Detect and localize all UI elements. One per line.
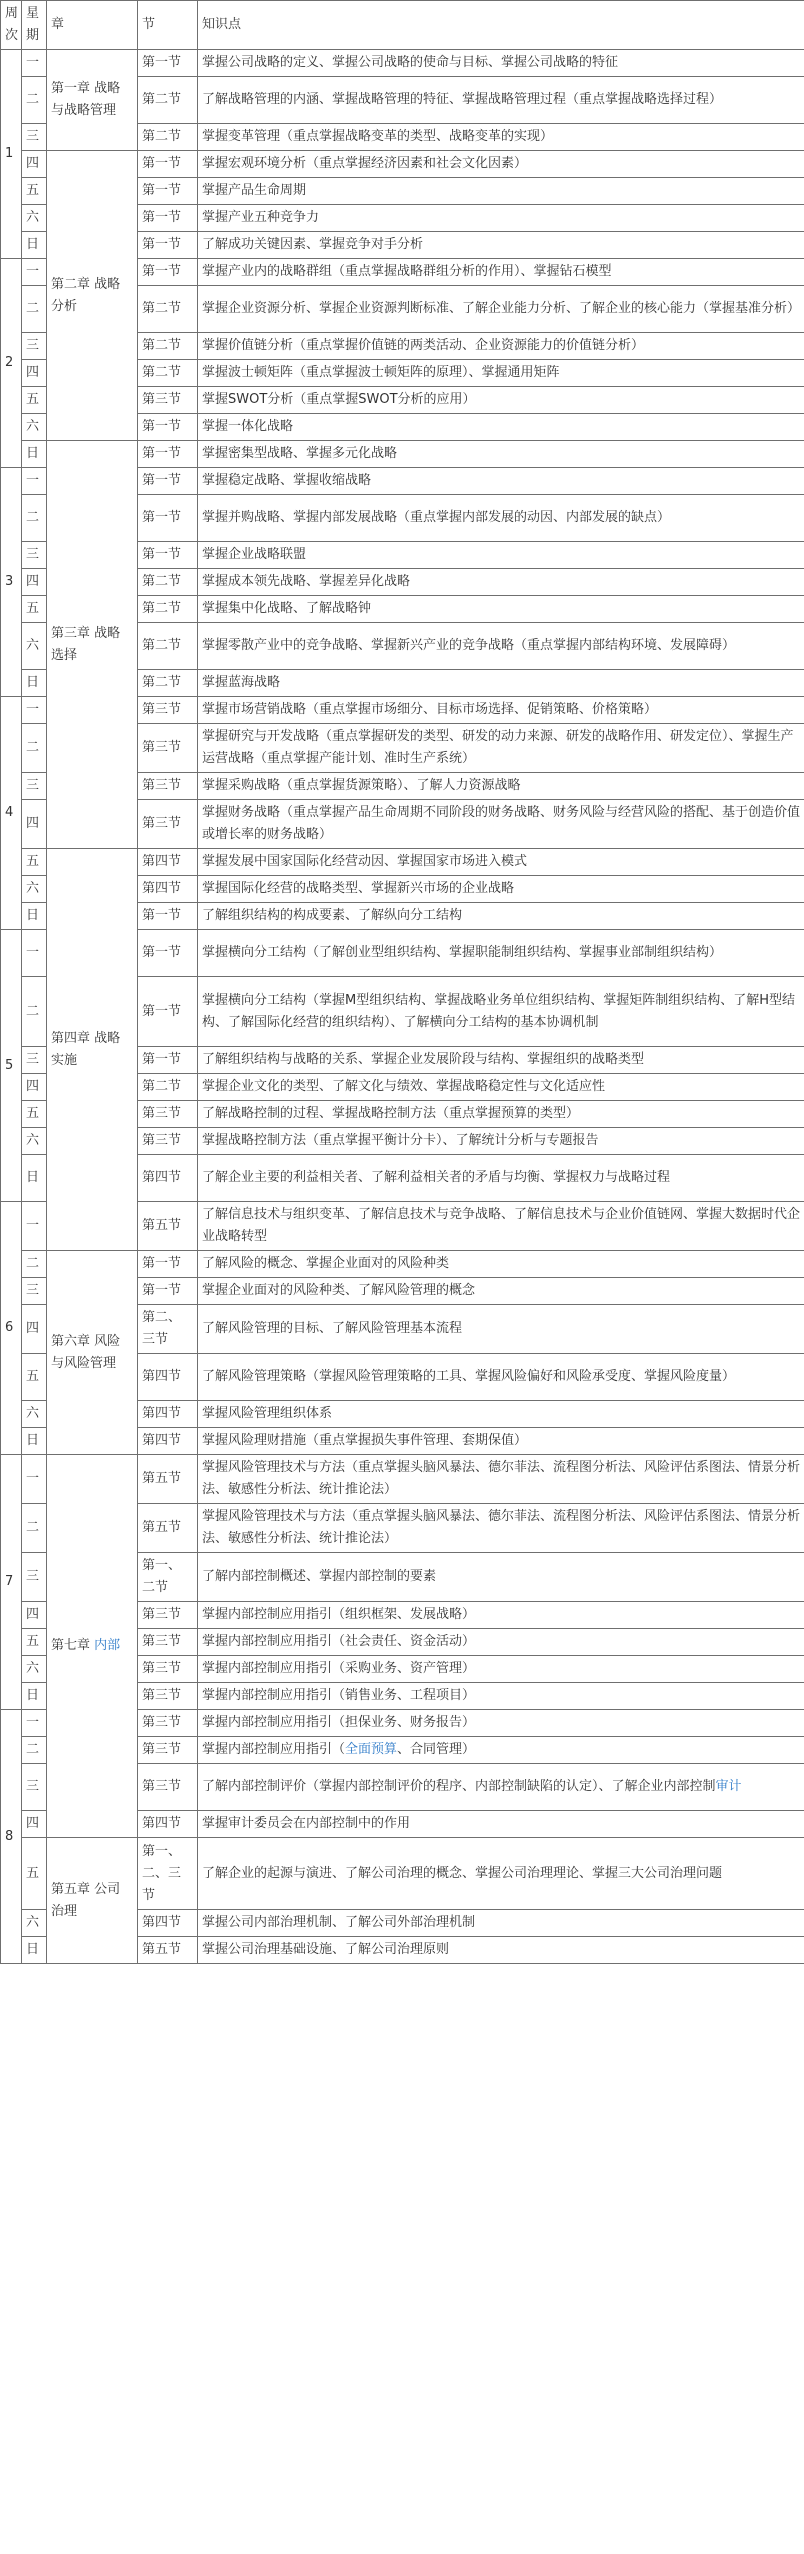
knowledge-cell: 掌握风险管理技术与方法（重点掌握头脑风暴法、德尔菲法、流程图分析法、风险评估系图法、情景分析法、敏感性分析法、统计推论法） [198, 1455, 804, 1504]
knowledge-cell: 掌握横向分工结构（了解创业型组织结构、掌握职能制组织结构、掌握事业部制组织结构） [198, 930, 804, 977]
knowledge-cell: 掌握国际化经营的战略类型、掌握新兴市场的企业战略 [198, 876, 804, 903]
knowledge-cell: 了解信息技术与组织变革、了解信息技术与竞争战略、了解信息技术与企业价值链网、掌握大数据时代企业战略转型 [198, 1202, 804, 1251]
section-cell: 第二节 [138, 286, 198, 333]
chapter-cell: 第一章 战略与战略管理 [47, 50, 138, 151]
day-cell: 五 [22, 1101, 47, 1128]
day-cell: 二 [22, 77, 47, 124]
day-cell: 日 [22, 670, 47, 697]
knowledge-text: 掌握内部控制应用指引（ [202, 1742, 346, 1757]
knowledge-cell: 掌握公司内部治理机制、了解公司外部治理机制 [198, 1910, 804, 1937]
day-cell: 日 [22, 1937, 47, 1964]
knowledge-cell: 掌握内部控制应用指引（社会责任、资金活动） [198, 1629, 804, 1656]
day-cell: 一 [22, 1710, 47, 1737]
section-cell: 第四节 [138, 1354, 198, 1401]
section-cell: 第二节 [138, 360, 198, 387]
section-cell: 第二节 [138, 596, 198, 623]
knowledge-cell: 掌握产业五种竞争力 [198, 205, 804, 232]
day-cell: 三 [22, 1764, 47, 1811]
chapter-cell: 第三章 战略选择 [47, 441, 138, 849]
section-cell: 第三节 [138, 1602, 198, 1629]
day-cell: 六 [22, 1910, 47, 1937]
section-cell: 第三节 [138, 697, 198, 724]
day-cell: 六 [22, 1401, 47, 1428]
knowledge-cell: 掌握稳定战略、掌握收缩战略 [198, 468, 804, 495]
day-cell: 二 [22, 1737, 47, 1764]
section-cell: 第二节 [138, 333, 198, 360]
chapter-cell: 第四章 战略实施 [47, 849, 138, 1251]
knowledge-cell: 掌握企业资源分析、掌握企业资源判断标准、了解企业能力分析、了解企业的核心能力（掌握基准分析） [198, 286, 804, 333]
knowledge-cell: 掌握风险管理组织体系 [198, 1401, 804, 1428]
knowledge-cell: 掌握一体化战略 [198, 414, 804, 441]
section-cell: 第三节 [138, 773, 198, 800]
section-cell: 第一节 [138, 151, 198, 178]
section-cell: 第五节 [138, 1202, 198, 1251]
day-cell: 日 [22, 1155, 47, 1202]
section-cell: 第一、二、三节 [138, 1838, 198, 1910]
knowledge-cell: 掌握价值链分析（重点掌握价值链的两类活动、企业资源能力的价值链分析） [198, 333, 804, 360]
chapter-link[interactable]: 内部 [94, 1638, 121, 1653]
chapter-cell: 第二章 战略分析 [47, 151, 138, 441]
knowledge-cell: 掌握研究与开发战略（重点掌握研发的类型、研发的动力来源、研发的战略作用、研发定位）、掌握生产运营战略（重点掌握产能计划、准时生产系统） [198, 724, 804, 773]
day-cell: 五 [22, 849, 47, 876]
section-cell: 第五节 [138, 1455, 198, 1504]
section-cell: 第一节 [138, 542, 198, 569]
header-week: 周次 [1, 1, 22, 50]
day-cell: 日 [22, 1683, 47, 1710]
section-cell: 第三节 [138, 387, 198, 414]
knowledge-cell: 掌握蓝海战略 [198, 670, 804, 697]
table-row [1, 151, 804, 178]
day-cell: 三 [22, 1553, 47, 1602]
section-cell: 第一节 [138, 205, 198, 232]
day-cell: 六 [22, 205, 47, 232]
knowledge-cell: 掌握内部控制应用指引（担保业务、财务报告） [198, 1710, 804, 1737]
knowledge-cell: 掌握内部控制应用指引（组织框架、发展战略） [198, 1602, 804, 1629]
section-cell: 第三节 [138, 1128, 198, 1155]
knowledge-cell: 掌握宏观环境分析（重点掌握经济因素和社会文化因素） [198, 151, 804, 178]
section-cell: 第四节 [138, 1811, 198, 1838]
week-cell: 2 [1, 259, 22, 468]
day-cell: 二 [22, 286, 47, 333]
knowledge-cell: 了解风险的概念、掌握企业面对的风险种类 [198, 1251, 804, 1278]
table-row [1, 1251, 804, 1278]
day-cell: 四 [22, 151, 47, 178]
knowledge-cell: 了解战略管理的内涵、掌握战略管理的特征、掌握战略管理过程（重点掌握战略选择过程） [198, 77, 804, 124]
knowledge-text: 、合同管理） [397, 1742, 476, 1757]
day-cell: 五 [22, 1838, 47, 1910]
day-cell: 日 [22, 1428, 47, 1455]
chapter-label: 第七章 [51, 1638, 95, 1653]
section-cell: 第一节 [138, 1047, 198, 1074]
section-cell: 第二节 [138, 77, 198, 124]
section-cell: 第二节 [138, 1074, 198, 1101]
day-cell: 三 [22, 1278, 47, 1305]
week-cell: 1 [1, 50, 22, 259]
section-cell: 第二节 [138, 623, 198, 670]
knowledge-cell: 掌握风险理财措施（重点掌握损失事件管理、套期保值） [198, 1428, 804, 1455]
header-section: 节 [138, 1, 198, 50]
section-cell: 第四节 [138, 1401, 198, 1428]
knowledge-cell: 掌握审计委员会在内部控制中的作用 [198, 1811, 804, 1838]
day-cell: 四 [22, 1602, 47, 1629]
header-chapter: 章 [47, 1, 138, 50]
knowledge-cell: 掌握企业文化的类型、了解文化与绩效、掌握战略稳定性与文化适应性 [198, 1074, 804, 1101]
day-cell: 四 [22, 1074, 47, 1101]
knowledge-cell: 掌握变革管理（重点掌握战略变革的类型、战略变革的实现） [198, 124, 804, 151]
day-cell: 一 [22, 259, 47, 286]
day-cell: 一 [22, 468, 47, 495]
header-row [1, 1, 804, 50]
knowledge-cell [198, 1764, 804, 1811]
week-cell: 5 [1, 930, 22, 1202]
knowledge-cell: 了解战略控制的过程、掌握战略控制方法（重点掌握预算的类型） [198, 1101, 804, 1128]
chapter-cell [47, 1455, 138, 1838]
knowledge-cell: 掌握SWOT分析（重点掌握SWOT分析的应用） [198, 387, 804, 414]
knowledge-cell: 掌握密集型战略、掌握多元化战略 [198, 441, 804, 468]
day-cell: 二 [22, 1251, 47, 1278]
day-cell: 三 [22, 333, 47, 360]
section-cell: 第二节 [138, 670, 198, 697]
knowledge-cell: 了解组织结构的构成要素、了解纵向分工结构 [198, 903, 804, 930]
header-day: 星期 [22, 1, 47, 50]
week-cell: 7 [1, 1455, 22, 1710]
section-cell: 第四节 [138, 1155, 198, 1202]
section-cell: 第三节 [138, 1101, 198, 1128]
knowledge-link[interactable]: 审计 [715, 1779, 742, 1794]
section-cell: 第三节 [138, 800, 198, 849]
section-cell: 第一节 [138, 930, 198, 977]
day-cell: 一 [22, 930, 47, 977]
day-cell: 四 [22, 360, 47, 387]
day-cell: 五 [22, 596, 47, 623]
table-row [1, 849, 804, 876]
week-cell: 6 [1, 1202, 22, 1455]
knowledge-cell: 掌握集中化战略、了解战略钟 [198, 596, 804, 623]
knowledge-cell: 掌握内部控制应用指引（销售业务、工程项目） [198, 1683, 804, 1710]
section-cell: 第二节 [138, 569, 198, 596]
section-cell: 第三节 [138, 724, 198, 773]
day-cell: 五 [22, 1354, 47, 1401]
section-cell: 第三节 [138, 1629, 198, 1656]
section-cell: 第三节 [138, 1764, 198, 1811]
knowledge-cell: 掌握产业内的战略群组（重点掌握战略群组分析的作用）、掌握钻石模型 [198, 259, 804, 286]
day-cell: 六 [22, 876, 47, 903]
day-cell: 三 [22, 1047, 47, 1074]
section-cell: 第三节 [138, 1710, 198, 1737]
week-cell: 8 [1, 1710, 22, 1964]
day-cell: 二 [22, 977, 47, 1047]
section-cell: 第一节 [138, 903, 198, 930]
section-cell: 第三节 [138, 1683, 198, 1710]
knowledge-cell: 了解风险管理的目标、了解风险管理基本流程 [198, 1305, 804, 1354]
knowledge-link[interactable]: 全面预算 [345, 1742, 398, 1757]
day-cell: 一 [22, 1202, 47, 1251]
section-cell: 第一、二节 [138, 1553, 198, 1602]
knowledge-cell: 了解成功关键因素、掌握竞争对手分析 [198, 232, 804, 259]
section-cell: 第五节 [138, 1504, 198, 1553]
knowledge-cell: 了解内部控制概述、掌握内部控制的要素 [198, 1553, 804, 1602]
section-cell: 第四节 [138, 876, 198, 903]
knowledge-cell: 掌握企业战略联盟 [198, 542, 804, 569]
day-cell: 日 [22, 232, 47, 259]
section-cell: 第一节 [138, 495, 198, 542]
knowledge-cell: 了解风险管理策略（掌握风险管理策略的工具、掌握风险偏好和风险承受度、掌握风险度量） [198, 1354, 804, 1401]
day-cell: 一 [22, 1455, 47, 1504]
table-row [1, 1838, 804, 1910]
knowledge-cell: 掌握横向分工结构（掌握M型组织结构、掌握战略业务单位组织结构、掌握矩阵制组织结构、了解H型结构、了解国际化经营的组织结构）、了解横向分工结构的基本协调机制 [198, 977, 804, 1047]
day-cell: 一 [22, 50, 47, 77]
day-cell: 四 [22, 1811, 47, 1838]
day-cell: 二 [22, 724, 47, 773]
day-cell: 日 [22, 903, 47, 930]
knowledge-cell: 掌握财务战略（重点掌握产品生命周期不同阶段的财务战略、财务风险与经营风险的搭配、基于创造价值或增长率的财务战略） [198, 800, 804, 849]
chapter-cell: 第五章 公司治理 [47, 1838, 138, 1964]
section-cell: 第四节 [138, 1428, 198, 1455]
table-row [1, 441, 804, 468]
table-row [1, 1455, 804, 1504]
section-cell: 第五节 [138, 1937, 198, 1964]
knowledge-cell: 掌握公司治理基础设施、了解公司治理原则 [198, 1937, 804, 1964]
section-cell: 第一节 [138, 468, 198, 495]
section-cell: 第一节 [138, 50, 198, 77]
day-cell: 一 [22, 697, 47, 724]
day-cell: 五 [22, 178, 47, 205]
table-body [1, 50, 804, 1964]
day-cell: 四 [22, 800, 47, 849]
knowledge-cell [198, 1737, 804, 1764]
knowledge-cell: 掌握内部控制应用指引（采购业务、资产管理） [198, 1656, 804, 1683]
section-cell: 第一节 [138, 259, 198, 286]
knowledge-cell: 掌握公司战略的定义、掌握公司战略的使命与目标、掌握公司战略的特征 [198, 50, 804, 77]
day-cell: 四 [22, 569, 47, 596]
day-cell: 六 [22, 623, 47, 670]
section-cell: 第二、三节 [138, 1305, 198, 1354]
header-knowledge: 知识点 [198, 1, 804, 50]
knowledge-cell: 掌握企业面对的风险种类、了解风险管理的概念 [198, 1278, 804, 1305]
knowledge-cell: 掌握产品生命周期 [198, 178, 804, 205]
chapter-cell: 第六章 风险与风险管理 [47, 1251, 138, 1455]
day-cell: 三 [22, 773, 47, 800]
day-cell: 四 [22, 1305, 47, 1354]
day-cell: 三 [22, 124, 47, 151]
section-cell: 第二节 [138, 124, 198, 151]
day-cell: 日 [22, 441, 47, 468]
knowledge-cell: 了解企业的起源与演进、了解公司治理的概念、掌握公司治理理论、掌握三大公司治理问题 [198, 1838, 804, 1910]
knowledge-cell: 掌握发展中国家国际化经营动因、掌握国家市场进入模式 [198, 849, 804, 876]
section-cell: 第四节 [138, 1910, 198, 1937]
table-row [1, 50, 804, 77]
day-cell: 二 [22, 495, 47, 542]
section-cell: 第一节 [138, 414, 198, 441]
section-cell: 第一节 [138, 232, 198, 259]
section-cell: 第一节 [138, 977, 198, 1047]
day-cell: 六 [22, 1656, 47, 1683]
day-cell: 二 [22, 1504, 47, 1553]
week-cell: 3 [1, 468, 22, 697]
section-cell: 第三节 [138, 1656, 198, 1683]
section-cell: 第一节 [138, 1251, 198, 1278]
day-cell: 五 [22, 387, 47, 414]
day-cell: 六 [22, 414, 47, 441]
knowledge-cell: 掌握战略控制方法（重点掌握平衡计分卡）、了解统计分析与专题报告 [198, 1128, 804, 1155]
section-cell: 第四节 [138, 849, 198, 876]
day-cell: 三 [22, 542, 47, 569]
knowledge-cell: 了解组织结构与战略的关系、掌握企业发展阶段与结构、掌握组织的战略类型 [198, 1047, 804, 1074]
knowledge-cell: 掌握成本领先战略、掌握差异化战略 [198, 569, 804, 596]
knowledge-cell: 了解企业主要的利益相关者、了解利益相关者的矛盾与均衡、掌握权力与战略过程 [198, 1155, 804, 1202]
knowledge-cell: 掌握风险管理技术与方法（重点掌握头脑风暴法、德尔菲法、流程图分析法、风险评估系图法、情景分析法、敏感性分析法、统计推论法） [198, 1504, 804, 1553]
section-cell: 第一节 [138, 1278, 198, 1305]
knowledge-cell: 掌握并购战略、掌握内部发展战略（重点掌握内部发展的动因、内部发展的缺点） [198, 495, 804, 542]
section-cell: 第三节 [138, 1737, 198, 1764]
knowledge-cell: 掌握市场营销战略（重点掌握市场细分、目标市场选择、促销策略、价格策略） [198, 697, 804, 724]
week-cell: 4 [1, 697, 22, 930]
section-cell: 第一节 [138, 441, 198, 468]
knowledge-cell: 掌握零散产业中的竞争战略、掌握新兴产业的竞争战略（重点掌握内部结构环境、发展障碍） [198, 623, 804, 670]
day-cell: 六 [22, 1128, 47, 1155]
knowledge-cell: 掌握采购战略（重点掌握货源策略）、了解人力资源战略 [198, 773, 804, 800]
knowledge-cell: 掌握波士顿矩阵（重点掌握波士顿矩阵的原理）、掌握通用矩阵 [198, 360, 804, 387]
knowledge-text: 了解内部控制评价（掌握内部控制评价的程序、内部控制缺陷的认定）、了解企业内部控制 [202, 1779, 716, 1794]
day-cell: 五 [22, 1629, 47, 1656]
section-cell: 第一节 [138, 178, 198, 205]
